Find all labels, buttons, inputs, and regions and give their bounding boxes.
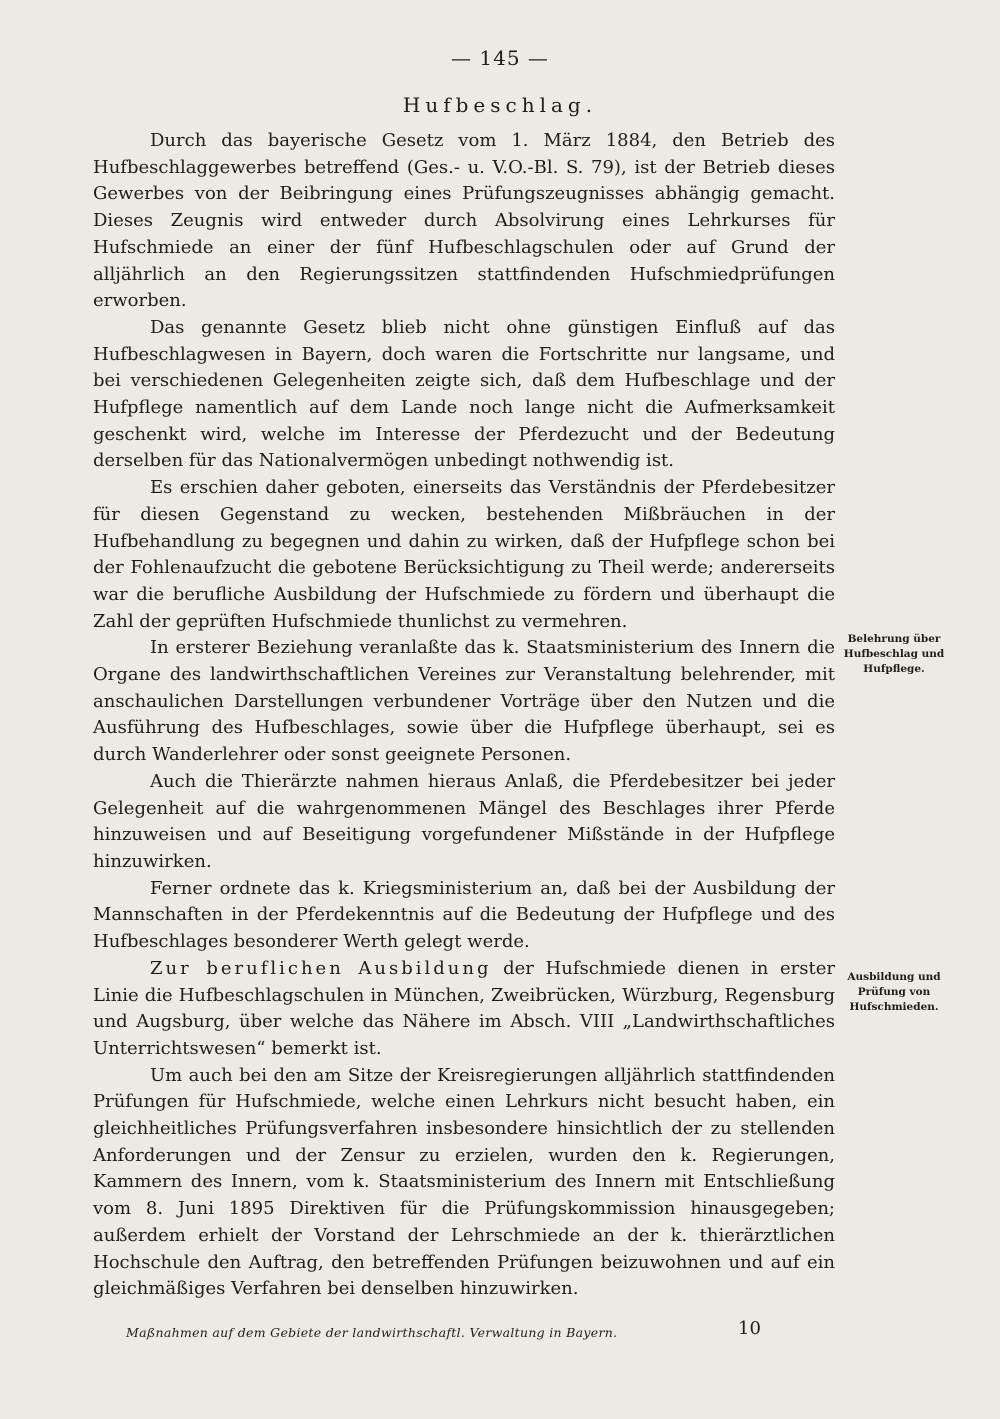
margin-note-ausbildung: Ausbildung und Prüfung von Hufschmieden. — [847, 971, 941, 1013]
paragraph-1: Durch das bayerische Gesetz vom 1. März 1884, den Betrieb des Hufbeschlaggewerbes betreffend (Ges.- u. V.O.-Bl. S. 79), ist der Betrieb dieses Gewerbes von der Beibringung eines Prüfungszeugnisses abhängig gemacht. Dieses Zeugnis wird entweder durch Absolvirung eines Lehrkurses für Hufschmiede an einer der fünf Hufbeschlagschulen oder auf Grund der alljährlich an den Regierungssitzen stattfindenden Hufschmiedprüfungen erworben. — [93, 130, 835, 312]
signature-mark: 10 — [738, 1318, 761, 1339]
paragraph-3: Es erschien daher geboten, einerseits das Verständnis der Pferdebesitzer für diesen Gegenstand zu wecken, bestehenden Mißbräuchen in der Hufbehandlung zu begegnen und dahin zu wirken, daß der Hufpflege schon bei der Fohlenaufzucht die gebotene Berücksichtigung zu Theil werde; andererseits war die berufliche Ausbildung der Hufschmiede zu fördern und überhaupt die Zahl der geprüften Hufschmiede thunlichst zu vermehren. — [93, 477, 835, 632]
body-text — [93, 128, 835, 1303]
footer-running-title: Maßnahmen auf dem Gebiete der landwirthschaftl. Verwaltung in Bayern. — [126, 1325, 618, 1340]
paragraph-5: Auch die Thierärzte nahmen hieraus Anlaß, die Pferdebesitzer bei jeder Gelegenheit auf die wahrgenommenen Mängel des Beschlages ihrer Pferde hinzuweisen und auf Beseitigung vorgefundener Mißstände in der Hufpflege hinzuwirken. — [93, 770, 835, 872]
paragraph-7 — [93, 956, 835, 1063]
section-title: Hufbeschlag. — [402, 93, 598, 117]
paragraph-7-rest: der Hufschmiede dienen in erster Linie die Hufbeschlagschulen in München, Zweibrücken, Würzburg, Regensburg und Augsburg, über welche das Nähere im Absch. VIII „Landwirthschaftliches Unterrichtswesen“ bemerkt ist. — [93, 957, 835, 1059]
spaced-lead-text: Zur beruflichen Ausbildung — [150, 957, 492, 979]
paragraph-2: Das genannte Gesetz blieb nicht ohne günstigen Einfluß auf das Hufbeschlagwesen in Bayern, doch waren die Fortschritte nur langsame, und bei verschiedenen Gelegenheiten zeigte sich, daß dem Hufbeschlage und der Hufpflege namentlich auf dem Lande noch lange nicht die Aufmerksamkeit geschenkt wird, welche im Interesse der Pferdezucht und der Bedeutung derselben für das Nationalvermögen unbedingt nothwendig ist. — [93, 316, 835, 472]
margin-note-hufpflege: Belehrung über Hufbeschlag und Hufpflege. — [843, 633, 945, 675]
paragraph-8: Um auch bei den am Sitze der Kreisregierungen alljährlich stattfindenden Prüfungen für Hufschmiede, welche einen Lehrkurs nicht besucht haben, ein gleichheitliches Prüfungsverfahren insbesondere hinsichtlich der zu stellenden Anforderungen und der Zensur zu erzielen, wurden den k. Regierungen, Kammern des Innern, vom k. Staatsministerium des Innern mit Entschließung vom 8. Juni 1895 Direktiven für die Prüfungskommission hinausgegeben; außerdem erhielt der Vorstand der Lehrschmiede an der k. thierärztlichen Hochschule den Auftrag, den betreffenden Prüfungen beizuwohnen und auf ein gleichmäßiges Verfahren bei denselben hinzuwirken. — [93, 1064, 835, 1300]
paragraph-4: In ersterer Beziehung veranlaßte das k. Staatsministerium des Innern die Organe des landwirthschaftlichen Vereines zur Veranstaltung belehrender, mit anschaulichen Darstellungen verbundener Vorträge über den Nutzen und die Ausführung des Hufbeschlages, sowie über die Hufpflege überhaupt, sei es durch Wanderlehrer oder sonst geeignete Personen. — [93, 637, 835, 766]
paragraph-6: Ferner ordnete das k. Kriegsministerium an, daß bei der Ausbildung der Mannschaften in der Pferdekenntnis auf die Bedeutung der Hufpflege und des Hufbeschlages besonderer Werth gelegt werde. — [93, 877, 835, 953]
page-number: — 145 — — [451, 46, 549, 70]
